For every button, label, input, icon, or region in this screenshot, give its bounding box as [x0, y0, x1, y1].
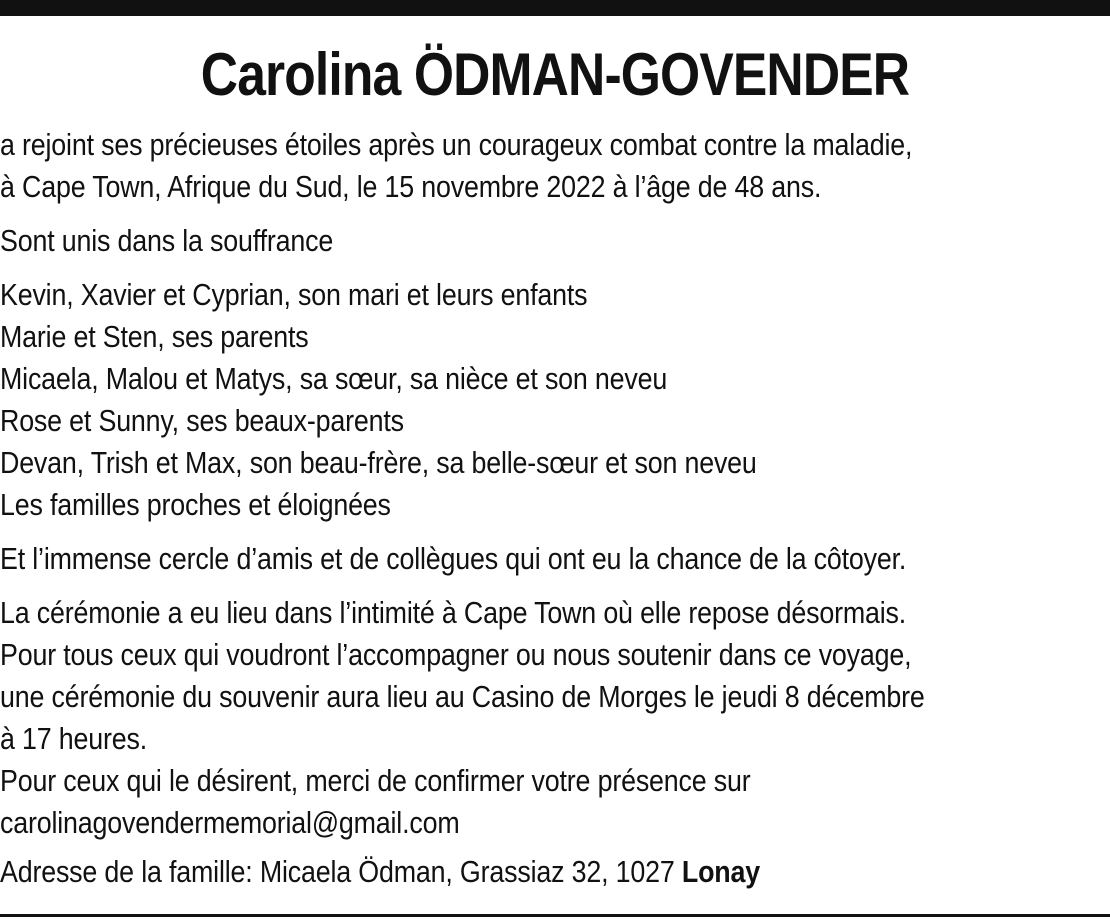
rsvp-line: Pour ceux qui le désirent, merci de confirmer votre présence sur [0, 763, 751, 798]
ceremony-line-3: une cérémonie du souvenir aura lieu au Casino de Morges le jeudi 8 décembre [0, 679, 925, 714]
family-address [0, 851, 960, 893]
family-line-4: Rose et Sunny, ses beaux-parents [0, 403, 404, 438]
ceremony-line-4: à 17 heures. [0, 721, 148, 756]
rsvp-email: carolinagovendermemorial@gmail.com [0, 805, 460, 840]
address-city: Lonay [681, 854, 760, 889]
family-line-5: Devan, Trish et Max, son beau-frère, sa belle-sœur et son neveu [0, 445, 757, 480]
address-text: Adresse de la famille: Micaela Ödman, Grassiaz 32, 1027 [0, 854, 682, 889]
family-line-6: Les familles proches et éloignées [0, 487, 391, 522]
deceased-name: Carolina ÖDMAN-GOVENDER [200, 41, 910, 108]
friends-line: Et l’immense cercle d’amis et de collègues qui ont eu la chance de la côtoyer. [0, 541, 907, 576]
family-line-1: Kevin, Xavier et Cyprian, son mari et leurs enfants [0, 277, 588, 312]
united-line: Sont unis dans la souffrance [0, 223, 334, 258]
ceremony-line-1: La cérémonie a eu lieu dans l’intimité à Cape Town où elle repose désormais. [0, 595, 907, 630]
ceremony-line-2: Pour tous ceux qui voudront l’accompagner ou nous soutenir dans ce voyage, [0, 637, 912, 672]
obituary-body [0, 124, 1110, 893]
intro-line-2: à Cape Town, Afrique du Sud, le 15 novembre 2022 à l’âge de 48 ans. [0, 169, 822, 204]
family-line-2: Marie et Sten, ses parents [0, 319, 309, 354]
bottom-rule [0, 914, 1110, 917]
top-rule [0, 0, 1110, 16]
intro-line-1: a rejoint ses précieuses étoiles après un courageux combat contre la maladie, [0, 127, 913, 162]
family-line-3: Micaela, Malou et Matys, sa sœur, sa nièce et son neveu [0, 361, 668, 396]
